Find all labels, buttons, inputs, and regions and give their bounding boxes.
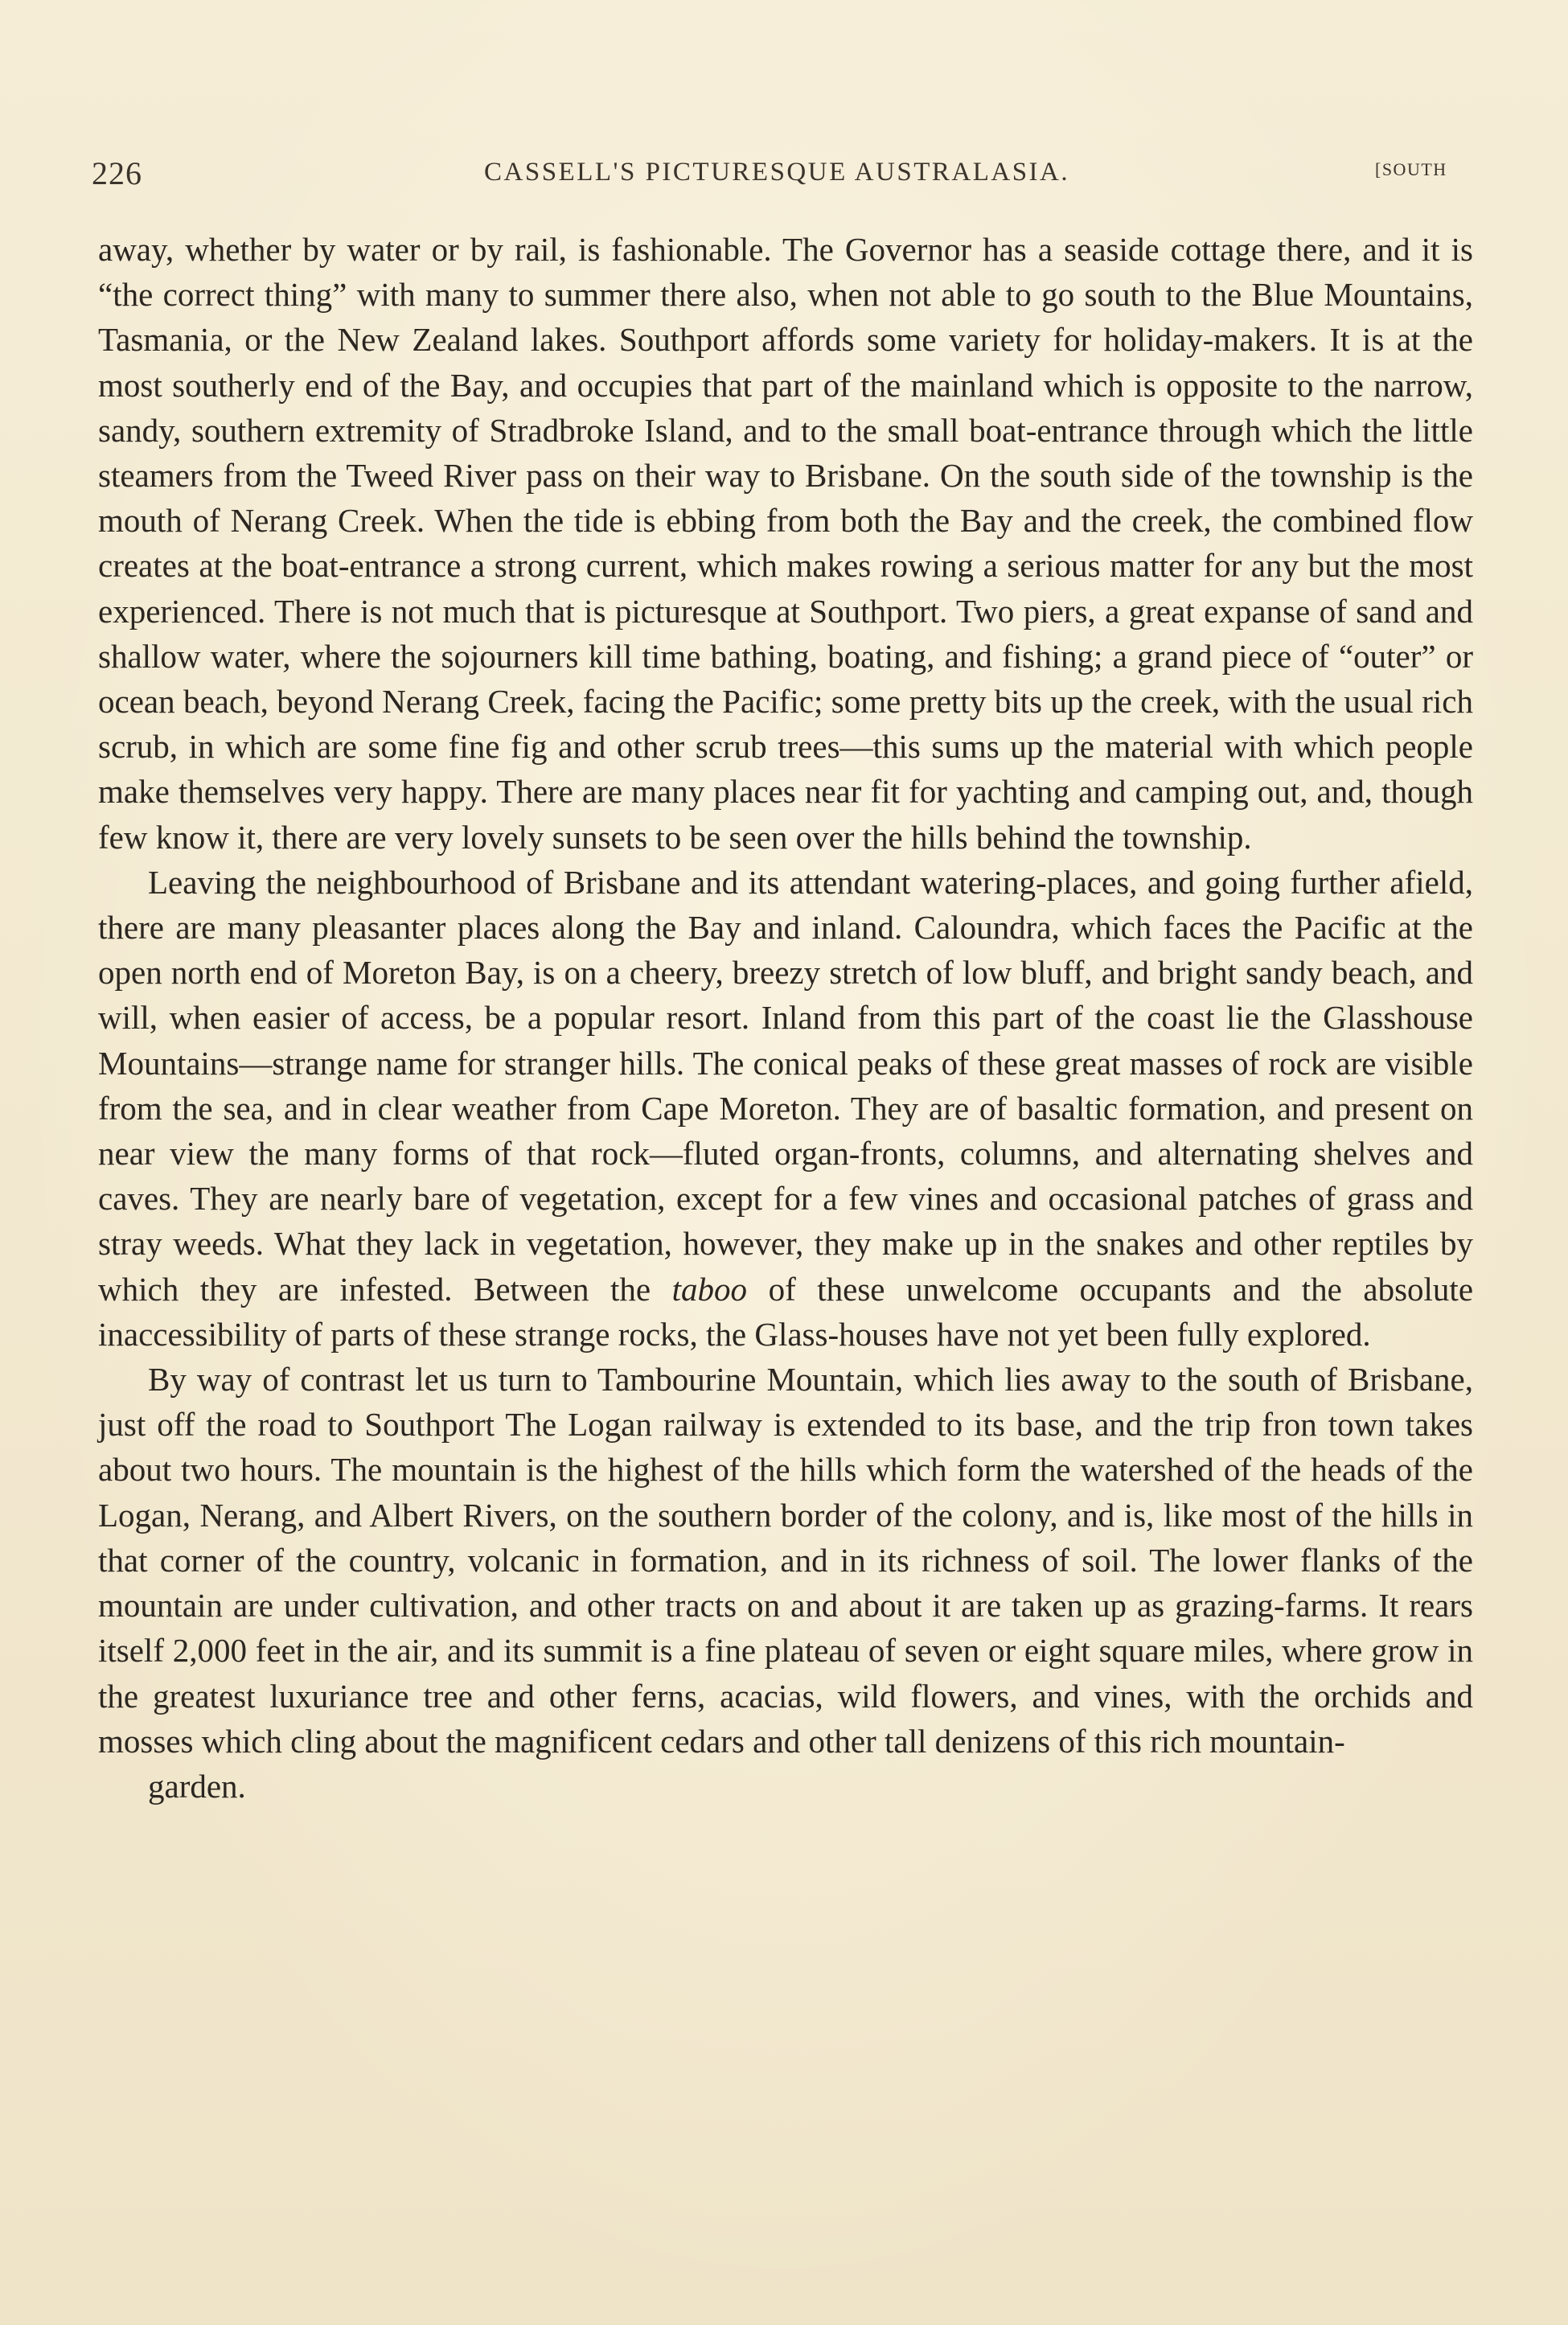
paragraph-text-before: Leaving the neighbourhood of Brisbane and its attendant watering-places, and going further afield, there are many pleasanter places along the Bay and inland. Caloundra, which faces the Pacific at the open north end of Moreton Bay, is on a cheery, breezy stretch of low bluff, and bright sandy beach, and will, when easier of access, be a popular resort. Inland from this part of the coast lie the Glasshouse Mountains—strange name for stranger hills. The conical peaks of these great masses of rock are visible from the sea, and in clear weather from Cape Moreton. They are of basaltic formation, and present on near view the many forms of that rock—fluted organ-fronts, columns, and alternating shelves and caves. They are nearly bare of vegetation, except for a few vines and occasional patches of grass and stray weeds. What they lack in vegetation, however, they make up in the snakes and other reptiles by which they are infested. Between the [98,863,1473,1308]
section-mark: [SOUTH [1375,159,1447,179]
paragraph-text-main: By way of contrast let us turn to Tambourine Mountain, which lies away to the south of Brisbane, just off the road to Southport The Logan railway is extended to its base, and the trip fron town takes about two hours. The mountain is the highest of the hills which form the watershed of the heads of the Logan, Nerang, and Albert Rivers, on the southern border of the colony, and is, like most of the hills in that corner of the country, volcanic in formation, and in its richness of soil. The lower flanks of the mountain are under cultivation, and other tracts on and about it are taken up as grazing-farms. It rears itself 2,000 feet in the air, and its summit is a fine plateau of seven or eight square miles, where grow in the greatest luxuriance tree and other ferns, acacias, wild flowers, and vines, with the orchids and mosses which cling about the magnificent cedars and other tall denizens of this rich mountain- [98,1361,1473,1760]
paragraph-glasshouse-mountains [98,860,1473,1357]
page-number: 226 [92,155,142,191]
paragraph-tambourine-mountain [98,1357,1473,1809]
paragraph-southport: away, whether by water or by rail, is fashionable. The Governor has a seaside cottage there, and it is “the correct thing” with many to summer there also, when not able to go south to the Blue Mountains, Tasmania, or the New Zealand lakes. Southport affords some variety for holiday-makers. It is at the most southerly end of the Bay, and occupies that part of the mainland which is opposite to the narrow, sandy, southern extremity of Stradbroke Island, and to the small boat-entrance through which the little steamers from the Tweed River pass on their way to Brisbane. On the south side of the township is the mouth of Nerang Creek. When the tide is ebbing from both the Bay and the creek, the combined flow creates at the boat-entrance a strong current, which makes rowing a serious matter for any but the most experienced. There is not much that is picturesque at Southport. Two piers, a great expanse of sand and shallow water, where the sojourners kill time bathing, boating, and fishing; a grand piece of “outer” or ocean beach, beyond Nerang Creek, facing the Pacific; some pretty bits up the creek, with the usual rich scrub, in which are some fine fig and other scrub trees—this sums up the material with which people make themselves very happy. There are many places near fit for yachting and camping out, and, though few know it, there are very lovely sunsets to be seen over the hills behind the township. [98,231,1473,856]
paragraph-last-line: garden. [148,1767,246,1805]
book-title: CASSELL'S PICTURESQUE AUSTRALASIA. [484,158,1070,187]
running-head [90,154,1473,195]
paragraph-text-after: of these unwelcome occupants and the absolute inaccessibility of parts of these strange rocks, the Glass-houses have not yet been fully explored. [98,1270,1474,1353]
italic-term: taboo [671,1270,748,1308]
body-text [98,227,1473,1809]
